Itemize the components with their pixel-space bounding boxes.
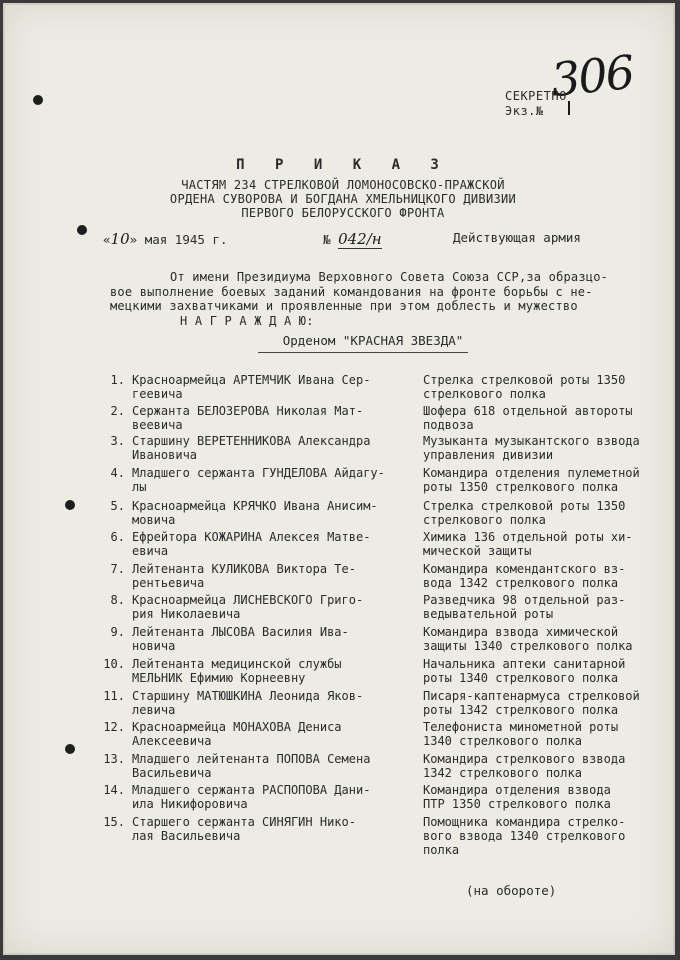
entry-name-line: мовича [132, 513, 176, 527]
entry-unit [423, 815, 678, 857]
document-title: П Р И К А З [236, 157, 450, 173]
entry-number: 9. [110, 625, 125, 639]
entry-name-line: Алексеевича [132, 734, 212, 748]
subtitle-line: ОРДЕНА СУВОРОВА И БОГДАНА ХМЕЛЬНИЦКОГО ДИВИЗИИ [169, 192, 517, 206]
handwritten-archive-number: 306 [548, 44, 636, 108]
entry-unit [423, 720, 678, 748]
entry-unit-line: Химика 136 отдельной роты хи- [423, 530, 633, 544]
subtitle-line: ПЕРВОГО БЕЛОРУССКОГО ФРОНТА [241, 206, 445, 220]
preamble-line: мецкими захватчиками и проявленные при этом доблесть и мужество [110, 299, 578, 313]
punch-hole [33, 95, 43, 105]
entry-unit [423, 625, 678, 653]
entry-unit-line: Писаря-каптенармуса стрелковой [423, 689, 640, 703]
entry-name-line: новича [132, 639, 176, 653]
entry-name-line: геевича [132, 387, 183, 401]
entry-unit [423, 689, 678, 717]
continued-note: (на обороте) [466, 883, 557, 898]
entry-unit [423, 593, 678, 621]
entry-name-line: Младшего сержанта ГУНДЕЛОВА Айдагу- [132, 466, 385, 480]
order-preamble [110, 270, 670, 328]
entry-name-line: Младшего лейтенанта ПОПОВА Семена [132, 752, 371, 766]
preamble-line: От имени Президиума Верховного Совета Союза ССР,за образцо- [170, 270, 609, 284]
entry-name-line: Красноармейца АРТЕМЧИК Ивана Сер- [132, 373, 371, 387]
entry-number: 6. [110, 530, 125, 544]
entry-name [132, 720, 417, 748]
entry-unit-line: Начальника аптеки санитарной [423, 657, 626, 671]
punch-hole [65, 744, 75, 754]
order-date: «10» мая 1945 г. [103, 230, 228, 248]
entry-unit-line: стрелкового полка [423, 387, 546, 401]
entry-unit-line: Командира стрелкового взвода [423, 752, 626, 766]
entry-unit [423, 466, 678, 494]
entry-name-line: Красноармейца КРЯЧКО Ивана Анисим- [132, 499, 378, 513]
entry-unit [423, 434, 678, 462]
entry-unit-line: роты 1350 стрелкового полка [423, 480, 619, 494]
entry-name-line: рия Николаевича [132, 607, 241, 621]
entry-unit [423, 562, 678, 590]
entry-unit-line: вого взвода 1340 стрелкового [423, 829, 626, 843]
entry-name-line: рентьевича [132, 576, 205, 590]
entry-unit [423, 499, 678, 527]
copy-label: Экз.№ [505, 104, 544, 118]
entry-number: 15. [103, 815, 125, 829]
entry-name-line: Красноармейца ЛИСНЕВСКОГО Григо- [132, 593, 364, 607]
entry-unit-line: Шофера 618 отдельной автороты [423, 404, 633, 418]
entry-unit-line: Помощника командира стрелко- [423, 815, 626, 829]
entry-name-line: Младшего сержанта РАСПОПОВА Дани- [132, 783, 371, 797]
entry-number: 14. [103, 783, 125, 797]
entry-unit-line: Командира отделения взвода [423, 783, 611, 797]
entry-unit-line: Командира взвода химической [423, 625, 619, 639]
punch-hole [77, 225, 87, 235]
order-month-year: мая 1945 г. [144, 232, 228, 247]
secrecy-stamp [505, 89, 567, 119]
entry-unit-line: Командира отделения пулеметной [423, 466, 640, 480]
entry-unit [423, 404, 678, 432]
entry-name-line: веевича [132, 418, 183, 432]
entry-name [132, 434, 417, 462]
entry-name [132, 783, 417, 811]
entry-unit-line: Стрелка стрелковой роты 1350 [423, 499, 626, 513]
entry-name [132, 499, 417, 527]
entry-number: 10. [103, 657, 125, 671]
entry-number: 13. [103, 752, 125, 766]
entry-name-line: Старшину ВЕРЕТЕННИКОВА Александра [132, 434, 371, 448]
handwritten-stroke [568, 101, 578, 115]
entry-unit-line: защиты 1340 стрелкового полка [423, 639, 633, 653]
entry-unit [423, 657, 678, 685]
entry-unit-line: ПТР 1350 стрелкового полка [423, 797, 611, 811]
award-title: Орденом "КРАСНАЯ ЗВЕЗДА" [282, 333, 464, 348]
entry-unit-line: 1340 стрелкового полка [423, 734, 582, 748]
entry-name-line: Ивановича [132, 448, 198, 462]
punch-hole [65, 500, 75, 510]
entry-name [132, 466, 417, 494]
entry-unit-line: полка [423, 843, 460, 857]
entry-unit-line: Стрелка стрелковой роты 1350 [423, 373, 626, 387]
entry-unit-line: Разведчика 98 отдельной раз- [423, 593, 626, 607]
document-subtitle [3, 178, 680, 220]
entry-name-line: Ефрейтора КОЖАРИНА Алексея Матве- [132, 530, 371, 544]
entry-name [132, 593, 417, 621]
entry-unit-line: вода 1342 стрелкового полка [423, 576, 619, 590]
entry-unit-line: роты 1340 стрелкового полка [423, 671, 619, 685]
entry-name [132, 562, 417, 590]
entry-name-line: левича [132, 703, 176, 717]
preamble-line: Н А Г Р А Ж Д А Ю: [180, 313, 314, 328]
entry-name-line: евича [132, 544, 169, 558]
document-page [3, 3, 675, 955]
entry-unit-line: управления дивизии [423, 448, 554, 462]
entry-name-line: лы [132, 480, 147, 494]
entry-number: 11. [103, 689, 125, 703]
entry-unit-line: Командира комендантского вз- [423, 562, 626, 576]
entry-unit-line: стрелкового полка [423, 513, 546, 527]
entry-unit-line: подвоза [423, 418, 474, 432]
entry-number: 8. [110, 593, 125, 607]
entry-name [132, 752, 417, 780]
order-day: 10 [110, 230, 130, 248]
entry-unit [423, 373, 678, 401]
entry-name [132, 404, 417, 432]
entry-name-line: Лейтенанта ЛЫСОВА Василия Ива- [132, 625, 349, 639]
entry-unit [423, 783, 678, 811]
entry-name-line: Лейтенанта КУЛИКОВА Виктора Те- [132, 562, 356, 576]
entry-name-line: Васильевича [132, 766, 212, 780]
entry-unit [423, 530, 678, 558]
entry-name-line: ила Никифоровича [132, 797, 248, 811]
entry-number: 2. [110, 404, 125, 418]
entry-number: 12. [103, 720, 125, 734]
entry-name [132, 689, 417, 717]
order-number-prefix: № [323, 232, 331, 247]
entry-number: 1. [110, 373, 125, 387]
entry-name-line: МЕЛЬНИК Ефимию Корнеевну [132, 671, 306, 685]
entry-name [132, 373, 417, 401]
entry-number: 5. [110, 499, 125, 513]
order-number-value: 042/н [338, 230, 382, 248]
entry-name-line: Старшего сержанта СИНЯГИН Нико- [132, 815, 356, 829]
entry-unit-line: Телефониста минометной роты [423, 720, 619, 734]
entry-number: 4. [110, 466, 125, 480]
entry-name-line: Сержанта БЕЛОЗЕРОВА Николая Мат- [132, 404, 364, 418]
entry-number: 3. [110, 434, 125, 448]
secret-label: СЕКРЕТНО [505, 89, 567, 103]
entry-unit [423, 752, 678, 780]
entry-unit-line: мической защиты [423, 544, 532, 558]
entry-unit-line: Музыканта музыкантского взвода [423, 434, 640, 448]
entry-unit-line: роты 1342 стрелкового полка [423, 703, 619, 717]
order-number [323, 230, 382, 248]
entry-name [132, 815, 417, 843]
entry-name [132, 530, 417, 558]
entry-name [132, 657, 417, 685]
order-location: Действующая армия [453, 230, 581, 245]
entry-unit-line: ведывательной роты [423, 607, 554, 621]
award-underline [258, 352, 468, 353]
preamble-line: вое выполнение боевых заданий командования на фронте борьбы с не- [110, 284, 593, 299]
entry-name [132, 625, 417, 653]
subtitle-line: ЧАСТЯМ 234 СТРЕЛКОВОЙ ЛОМОНОСОВСКО-ПРАЖСКОЙ [181, 178, 505, 192]
entry-unit-line: 1342 стрелкового полка [423, 766, 582, 780]
entry-name-line: Старшину МАТЮШКИНА Леонида Яков- [132, 689, 364, 703]
entry-name-line: Лейтенанта медицинской службы [132, 657, 342, 671]
entry-name-line: лая Васильевича [132, 829, 241, 843]
entry-number: 7. [110, 562, 125, 576]
entry-name-line: Красноармейца МОНАХОВА Дениса [132, 720, 342, 734]
